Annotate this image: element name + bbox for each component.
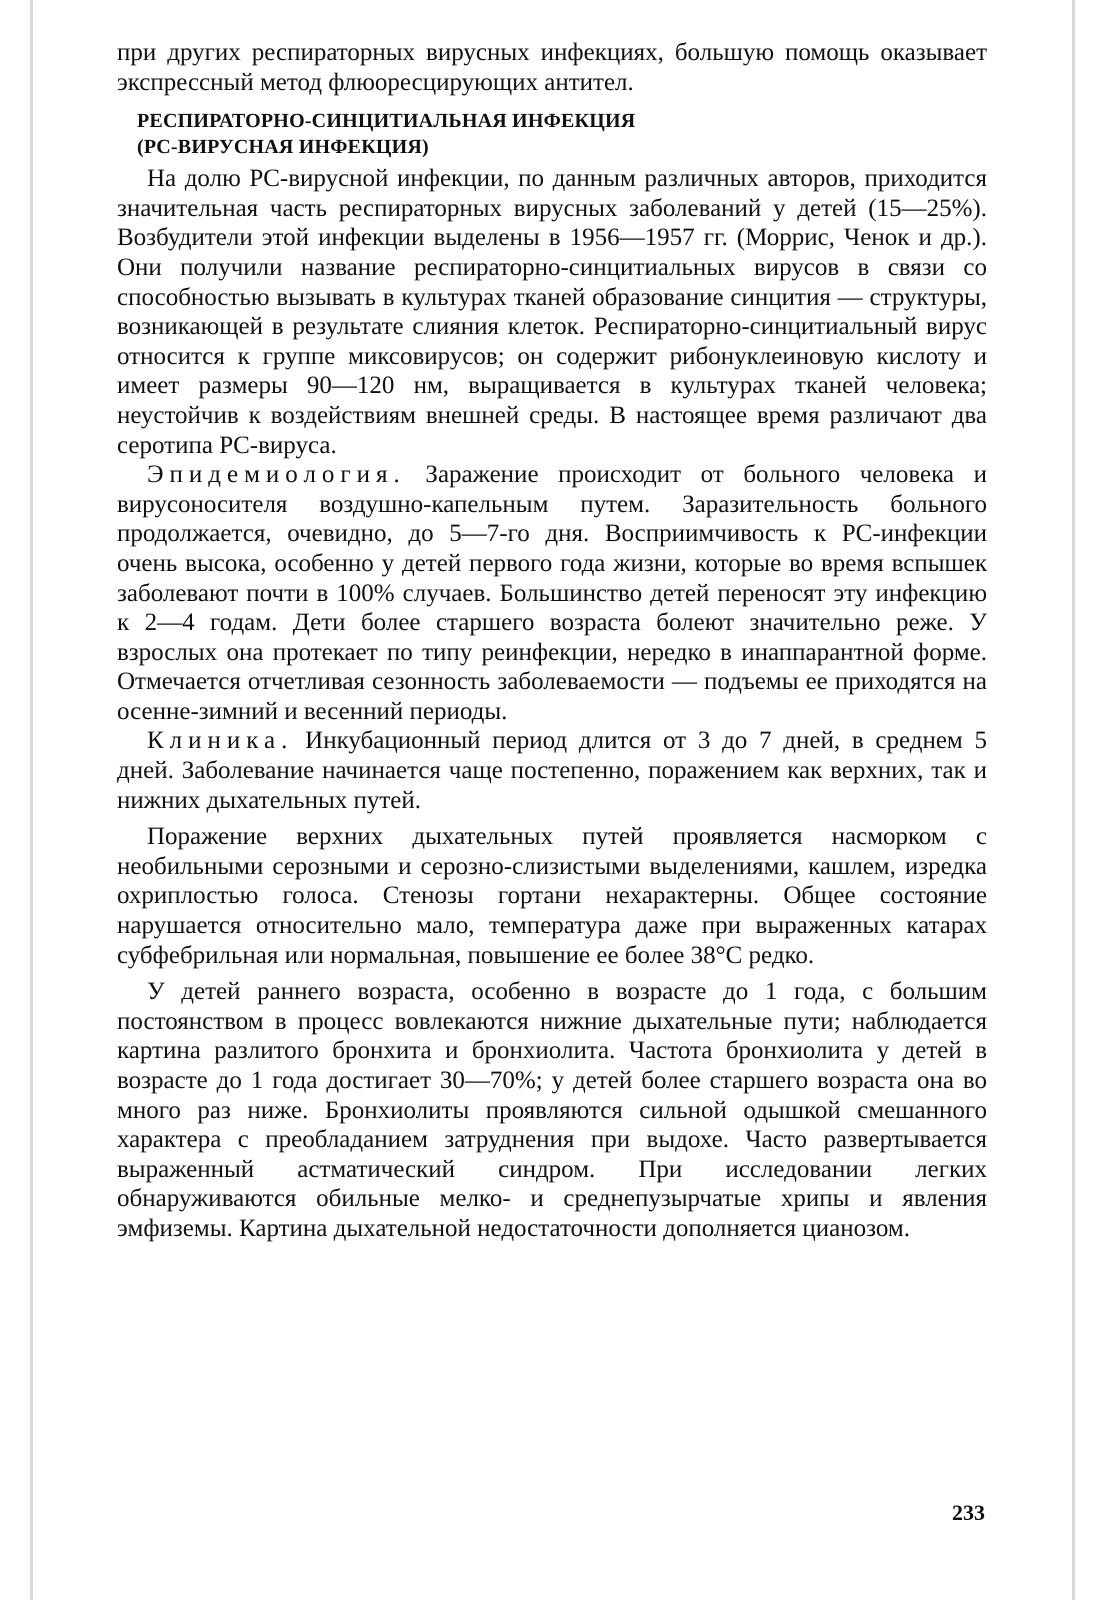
- scan-edge-left: [30, 0, 33, 1600]
- section-heading: [137, 108, 987, 160]
- clinic-text: Инкубационный период длится от 3 до 7 дней, в среднем 5 дней. Заболевание начинается чаще постепенно, поражением как верхних, так и нижних дыхательных путей.: [117, 727, 987, 814]
- epidemiology-lead: Эпидемиология.: [147, 461, 406, 489]
- paragraph-overview: На долю PC-вирусной инфекции, по данным различных авторов, приходится значительная часть респираторных вирусных заболеваний у детей (15—25%). Возбудители этой инфекции выделены в 1956—1957 гг. (Моррис, Ченок и др.). Они получили название респираторно-синцитиальных вирусов в связи со способностью вызывать в культурах тканей образование синцития — структуры, возникающей в результате слияния клеток. Респираторно-синцитиальный вирус относится к группе миксовирусов; он содержит рибонуклеиновую кислоту и имеет размеры 90—120 нм, выращивается в культурах тканей человека; неустойчив к воздействиям внешней среды. В настоящее время различают два серотипа PC-вируса.: [117, 165, 987, 459]
- scan-edge-right: [1072, 0, 1075, 1600]
- page-text: [117, 38, 987, 1244]
- section-title-line1: РЕСПИРАТОРНО-СИНЦИТИАЛЬНАЯ ИНФЕКЦИЯ: [137, 110, 636, 133]
- paragraph-lower-airways: У детей раннего возраста, особенно в возрасте до 1 года, с большим постоянством в процесс вовлекаются нижние дыхательные пути; наблюдается картина разлитого бронхита и бронхиолита. Частота бронхиолита у детей в возрасте до 1 года достигает 30—70%; у детей более старшего возраста она во много раз ниже. Бронхиолиты проявляются сильной одышкой смешанного характера с преобладанием затруднения при выдохе. Часто развертывается выраженный астматический синдром. При исследовании легких обнаруживаются обильные мелко- и среднепузырчатые хрипы и явления эмфиземы. Картина дыхательной недостаточности дополняется цианозом.: [117, 978, 987, 1242]
- paragraph-epidemiology: [117, 460, 987, 726]
- clinic-lead: Клиника.: [147, 727, 294, 755]
- section-title-line2: (PC-ВИРУСНАЯ ИНФЕКЦИЯ): [137, 136, 429, 159]
- paragraph-clinic: [117, 726, 987, 815]
- epidemiology-text: Заражение происходит от больного человека и вирусоносителя воздушно-капельным путем. Заразительность больного продолжается, очевидно, до 5—7-го дня. Восприимчивость к PC-инфекции очень высока, особенно у детей первого года жизни, которые во время вспышек заболевают почти в 100% случаев. Большинство детей переносят эту инфекцию к 2—4 годам. Дети более старшего возраста болеют значительно реже. У взрослых она протекает по типу реинфекции, нередко в инаппарантной форме. Отмечается отчетливая сезонность заболеваемости — подъемы ее приходятся на осенне-зимний и весенний периоды.: [117, 461, 987, 725]
- intro-paragraph: при других респираторных вирусных инфекциях, большую помощь оказывает экспрессный метод флюоресцирующих антител.: [117, 39, 987, 96]
- page-number: 233: [952, 1500, 985, 1525]
- paragraph-upper-airways: Поражение верхних дыхательных путей проявляется насморком с необильными серозными и серозно-слизистыми выделениями, кашлем, изредка охриплостью голоса. Стенозы гортани нехарактерны. Общее состояние нарушается относительно мало, температура даже при выраженных катарах субфебрильная или нормальная, повышение ее более 38°С редко.: [117, 823, 987, 969]
